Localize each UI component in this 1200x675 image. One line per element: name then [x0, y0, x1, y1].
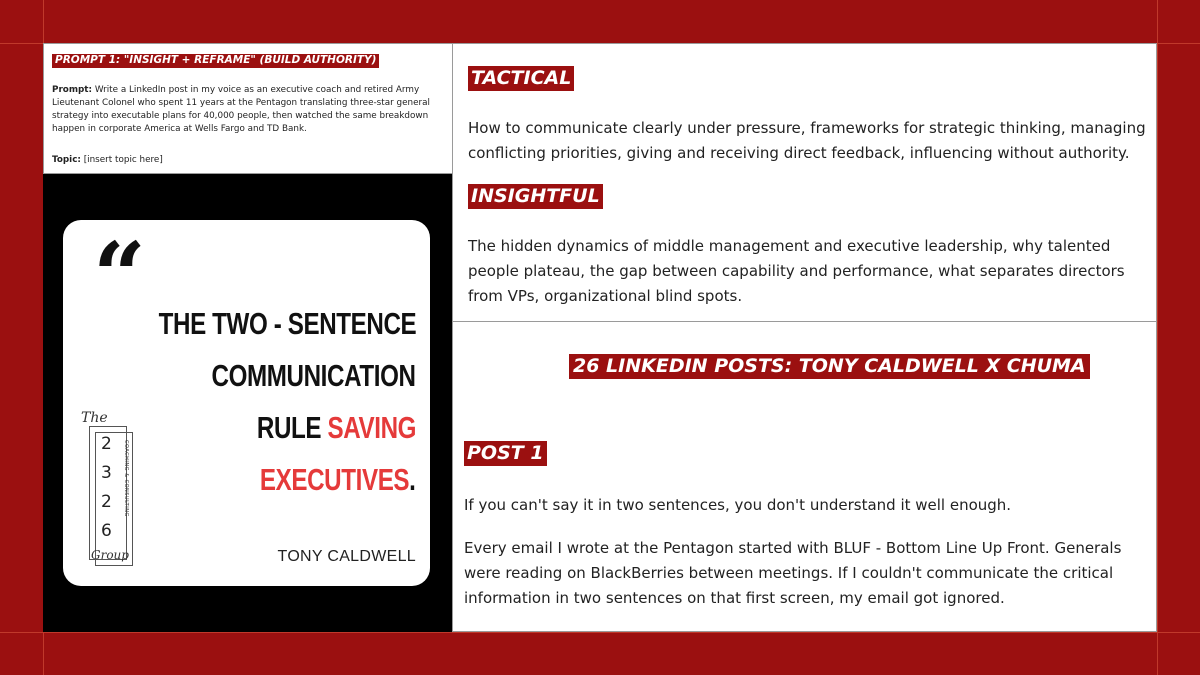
headline-line-3: [257, 410, 416, 446]
insightful-label: INSIGHTFUL: [468, 184, 603, 209]
logo-number-1: 2: [101, 434, 112, 454]
prompt-text-block: [52, 84, 444, 136]
prompt-text: Write a LinkedIn post in my voice as an executive coach and retired Army Lieutenant Colonel who spent 11 years at the Pentagon translating three-star general strategy into executable plans for 40,000 people, then watched the same breakdown happen in corporate America at Wells Fargo and TD Bank.: [52, 85, 430, 134]
company-logo: [81, 410, 151, 570]
tactical-label: TACTICAL: [468, 66, 574, 91]
headline-line-1: THE TWO - SENTENCE: [158, 306, 416, 341]
headline-word-saving: SAVING: [327, 410, 416, 445]
topic-line: [52, 155, 163, 165]
prompt-heading: Prompt:: [52, 85, 93, 95]
insightful-description: The hidden dynamics of middle management and executive leadership, why talented people plateau, the gap between capability and performance, what separates directors from VPs, organizational blind spots.: [468, 237, 1125, 305]
topic-text: [insert topic here]: [83, 155, 163, 165]
categories-panel: [452, 43, 1157, 322]
topic-heading: Topic:: [52, 155, 81, 165]
logo-script-bottom: Group: [91, 548, 129, 562]
logo-number-2: 3: [101, 463, 112, 483]
headline-line-4: [260, 462, 416, 498]
prompt-label: PROMPT 1: "INSIGHT + REFRAME" (BUILD AUTHORITY): [52, 54, 379, 68]
post-1-label: POST 1: [464, 441, 547, 466]
logo-vertical-text: COACHING & CONSULTING: [123, 440, 129, 517]
prompt-panel: [43, 43, 453, 174]
author-name: TONY CALDWELL: [277, 548, 416, 565]
logo-number-3: 2: [101, 492, 112, 512]
post-1-paragraph-2: Every email I wrote at the Pentagon started with BLUF - Bottom Line Up Front. Generals were reading on BlackBerries between meetings. If I couldn't communicate the critical information in two sentences on that first screen, my email got ignored.: [464, 539, 1122, 607]
posts-panel: [452, 321, 1157, 632]
quote-mark-icon: “: [93, 222, 146, 330]
logo-number-4: 6: [101, 521, 112, 541]
quote-graphic-panel: [43, 174, 453, 632]
headline-word-executives: EXECUTIVES: [260, 462, 410, 497]
posts-title: 26 LINKEDIN POSTS: TONY CALDWELL X CHUMA: [569, 354, 1090, 379]
headline-word-rule: RULE: [256, 410, 328, 445]
tactical-description: How to communicate clearly under pressure, frameworks for strategic thinking, managing conflicting priorities, giving and receiving direct feedback, influencing without authority.: [468, 119, 1146, 162]
background-guide-right: [1157, 0, 1158, 675]
background-guide-bottom: [0, 632, 1200, 633]
headline-line-2: COMMUNICATION: [211, 358, 416, 393]
quote-card: [63, 220, 430, 586]
headline-period: .: [409, 462, 416, 497]
logo-script-top: The: [81, 410, 108, 426]
post-1-paragraph-1: If you can't say it in two sentences, you don't understand it well enough.: [464, 496, 1012, 514]
